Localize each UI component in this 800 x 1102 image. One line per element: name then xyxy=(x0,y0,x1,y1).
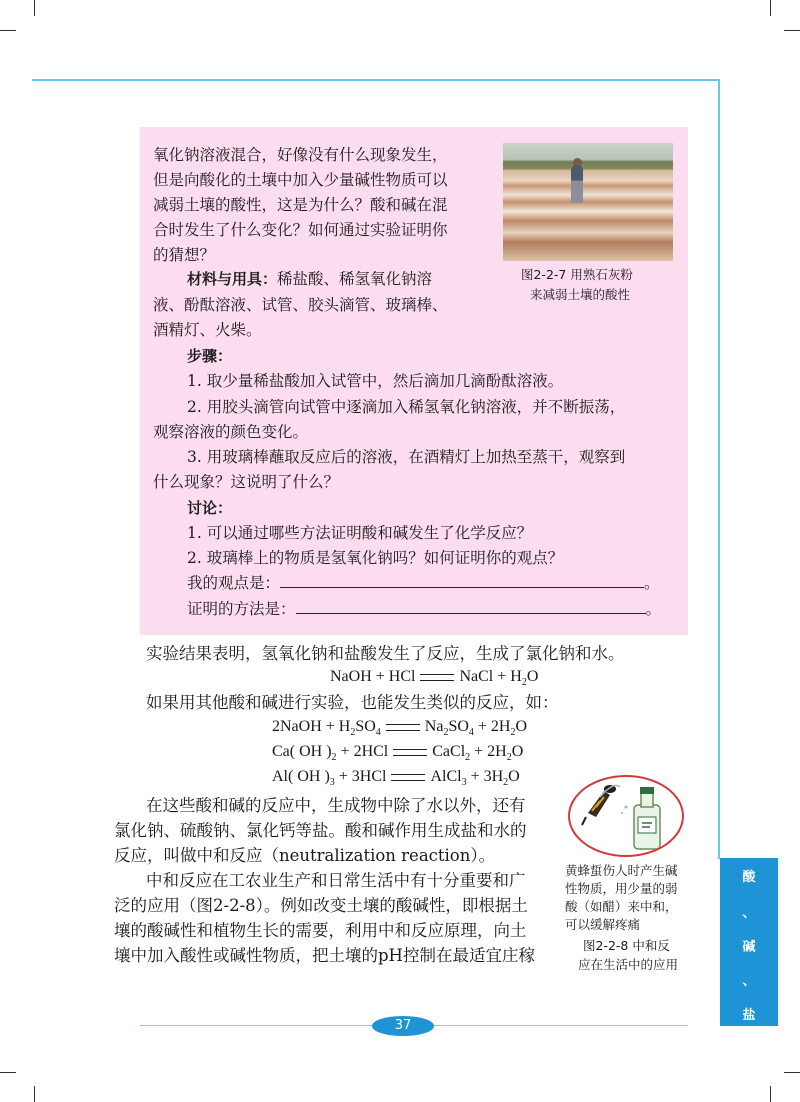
method-row xyxy=(187,598,661,620)
body-paragraph: 氯化钠、硫酸钠、氯化钙等盐。酸和碱作用生成盐和水的 xyxy=(114,821,527,840)
figure-note: 酸（如醋）来中和， xyxy=(565,899,678,914)
step-1: 1. 取少量稀盐酸加入试管中，然后滴加几滴酚酞溶液。 xyxy=(187,372,564,390)
method-label: 证明的方法是： xyxy=(187,600,296,618)
method-blank[interactable] xyxy=(296,599,646,614)
crop-mark xyxy=(770,0,771,16)
figure-note: 性物质，用少量的弱 xyxy=(565,881,678,896)
tab-char: 、 xyxy=(742,906,756,921)
crop-mark xyxy=(0,1072,16,1073)
equals-sign xyxy=(420,674,454,681)
box-text-line: 减弱土壤的酸性，这是为什么？酸和碱在混 xyxy=(153,196,448,214)
tab-char: 盐 xyxy=(742,1008,756,1023)
vinegar-bottle-icon xyxy=(634,787,660,849)
body-paragraph: 如果用其他酸和碱进行实验，也能发生类似的反应，如： xyxy=(146,693,559,712)
body-paragraph: 壤的酸碱性和植物生长的需要，利用中和反应原理，向土 xyxy=(114,921,527,940)
opinion-row xyxy=(187,572,660,594)
materials-line: 酒精灯、火柴。 xyxy=(153,321,262,339)
wasp-vinegar-illustration xyxy=(568,775,684,857)
equation-3: Ca( OH )$_2 + 2HCl$ CaCl$_2$ + $2H_2O$ xyxy=(272,743,524,764)
figure-caption: 图2-2-8 中和反 xyxy=(583,938,670,953)
equation-4: Al( OH )$_3 + 3HCl$ AlCl$_3$ + $3H_2O$ xyxy=(272,768,520,789)
body-paragraph: 壤中加入酸性或碱性物质，把土壤的pH控制在最适宜庄稼 xyxy=(114,946,535,965)
discussion-heading: 讨论： xyxy=(187,499,233,517)
chapter-side-tab xyxy=(720,858,778,1026)
crop-mark xyxy=(770,1086,771,1102)
box-text-line: 的猜想？ xyxy=(153,246,216,264)
page-number: 37 xyxy=(372,1016,434,1036)
body-paragraph: 在这些酸和碱的反应中，生成物中除了水以外，还有 xyxy=(146,796,526,815)
page-frame-right xyxy=(718,79,720,859)
crop-mark xyxy=(0,30,16,31)
tab-char: 酸 xyxy=(742,870,756,885)
crop-mark xyxy=(34,1086,35,1102)
step-3: 3. 用玻璃棒蘸取反应后的溶液，在酒精灯上加热至蒸干，观察到 xyxy=(187,448,626,466)
body-paragraph: 反应，叫做中和反应（neutralization reaction）。 xyxy=(114,846,496,865)
equation-1: NaOH + HCl NaCl + $H_2O$ xyxy=(330,668,539,689)
box-text-line: 氧化钠溶液混合，好像没有什么现象发生， xyxy=(153,146,448,164)
box-text-line: 合时发生了什么变化？如何通过实验证明你 xyxy=(153,221,448,239)
page-frame-top xyxy=(32,79,720,81)
body-paragraph: 中和反应在工农业生产和日常生活中有十分重要和广 xyxy=(146,871,526,890)
wasp-icon xyxy=(582,785,620,825)
step-2-cont: 观察溶液的颜色变化。 xyxy=(153,423,309,441)
figure-note: 可以缓解疼痛 xyxy=(565,917,641,932)
tab-char: 碱 xyxy=(742,940,756,955)
figure-caption: 应在生活中的应用 xyxy=(578,957,679,972)
equals-sign xyxy=(391,774,425,781)
materials-heading: 材料与用具： xyxy=(187,270,278,288)
tab-char: 、 xyxy=(742,974,756,989)
figure-caption: 图2-2-7 用熟石灰粉 xyxy=(521,267,633,282)
materials-line xyxy=(187,268,432,290)
equals-sign xyxy=(386,724,420,731)
crop-mark xyxy=(784,30,800,31)
end-mark: 。 xyxy=(644,574,660,592)
body-paragraph: 实验结果表明，氢氧化钠和盐酸发生了反应，生成了氯化钠和水。 xyxy=(146,644,625,663)
end-mark: 。 xyxy=(645,600,662,618)
step-2: 2. 用胶头滴管向试管中逐滴加入稀氢氧化钠溶液，并不断振荡， xyxy=(187,398,626,416)
wasp-vinegar-drawing xyxy=(570,777,682,855)
figure-caption: 来减弱土壤的酸性 xyxy=(530,287,631,302)
crop-mark xyxy=(784,1072,800,1073)
opinion-blank[interactable] xyxy=(280,573,644,588)
equals-sign xyxy=(393,749,427,756)
equation-2: 2NaOH + $H_2SO_4$ $Na_2SO_4 + 2H_2O$ xyxy=(272,718,528,739)
materials-line: 液、酚酞溶液、试管、胶头滴管、玻璃棒、 xyxy=(153,296,448,314)
discussion-q1: 1. 可以通过哪些方法证明酸和碱发生了化学反应？ xyxy=(187,524,533,542)
opinion-label: 我的观点是： xyxy=(187,574,281,592)
steps-heading: 步骤： xyxy=(187,347,233,365)
materials-text: 稀盐酸、稀氢氧化钠溶 xyxy=(277,270,433,288)
body-paragraph: 泛的应用（图2-2-8）。例如改变土壤的酸碱性，即根据土 xyxy=(114,896,528,915)
field-lime-photo xyxy=(503,143,673,261)
figure-note: 黄蜂蜇伤人时产生碱 xyxy=(565,863,678,878)
box-text-line: 但是向酸化的土壤中加入少量碱性物质可以 xyxy=(153,171,448,189)
person-figure xyxy=(571,165,583,203)
discussion-q2: 2. 玻璃棒上的物质是氢氧化钠吗？如何证明你的观点？ xyxy=(187,549,564,567)
step-3-cont: 什么现象？这说明了什么？ xyxy=(153,473,340,491)
crop-mark xyxy=(34,0,35,16)
